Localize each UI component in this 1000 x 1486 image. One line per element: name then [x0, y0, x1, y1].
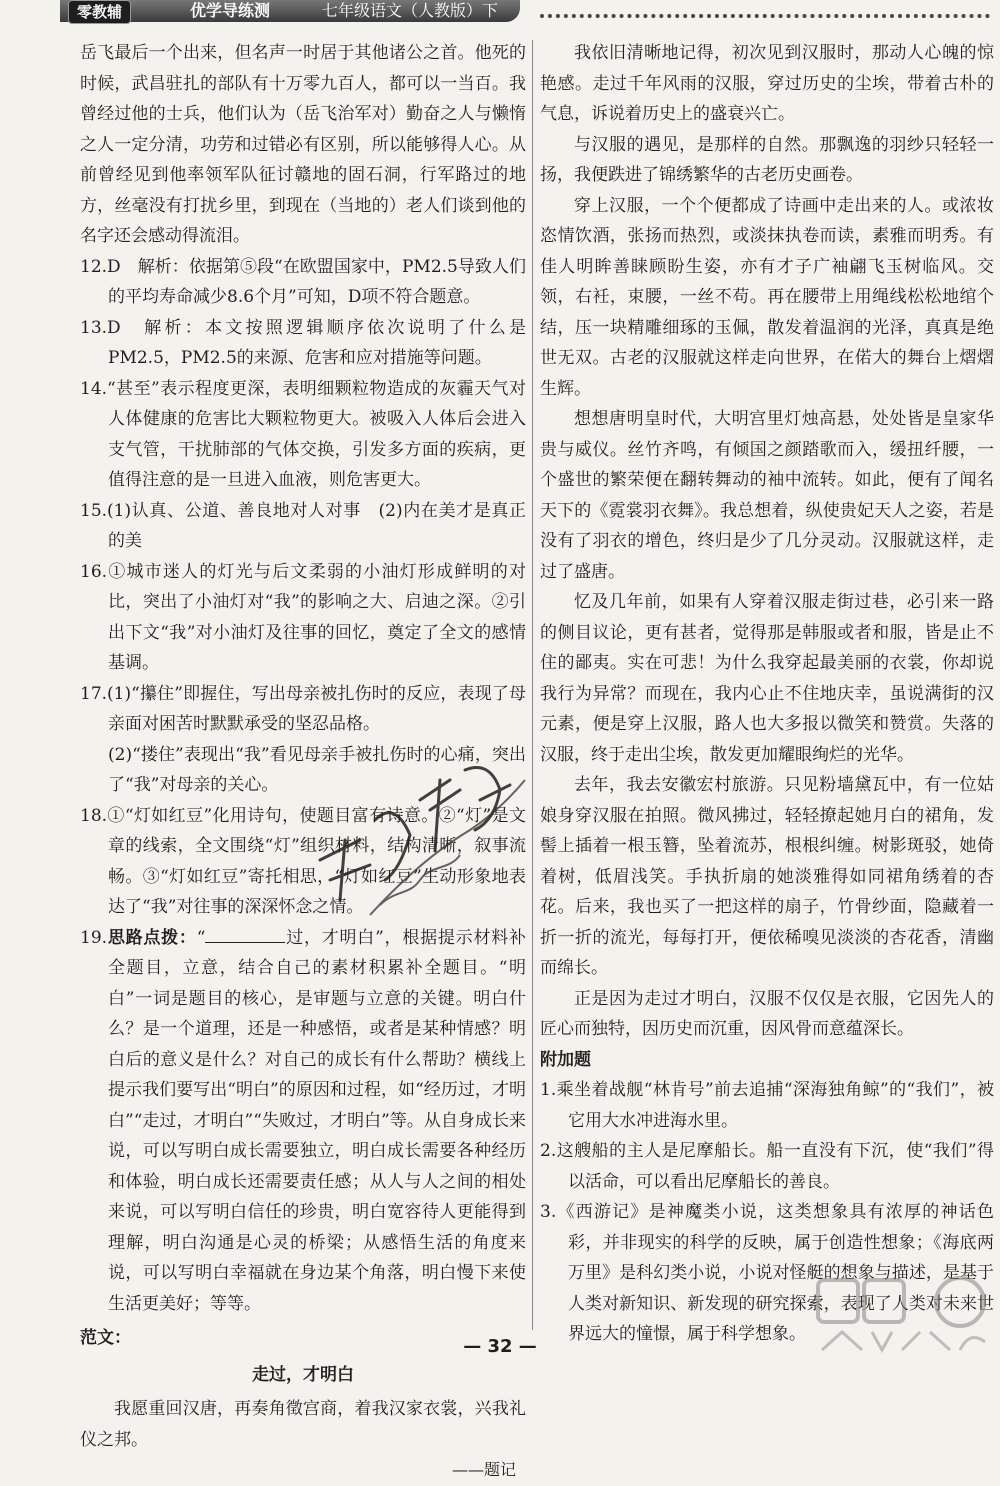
- model-essay-title: 走过，才明白: [252, 1364, 354, 1385]
- essay-paragraph-1: 我依旧清晰地记得，初次见到汉服时，那动人心魄的惊艳感。走过千年风雨的汉服，穿过历史的尘埃，带着古朴的气息，诉说着历史上的盛衰兴亡。: [540, 43, 994, 124]
- model-essay-label: 范文：: [80, 1328, 131, 1348]
- extra-answer-2: 2.这艘船的主人是尼摩船长。船一直没有下沉，使“我们”得以活命，可以看出尼摩船长的善良。: [540, 1141, 994, 1192]
- left-column: [80, 38, 526, 1486]
- book-subtitle: 七年级语文（人教版）下: [322, 1, 499, 20]
- answer-16: 16.①城市迷人的灯光与后文柔弱的小油灯形成鲜明的对比，突出了小油灯对“我”的影响之大、启迪之深。②引出下文“我”对小油灯及往事的回忆，奠定了全文的感情基调。: [80, 561, 526, 673]
- answer-19-quote-open: “: [196, 927, 206, 948]
- answer-13: 13.D 解析：本文按照逻辑顺序依次说明了什么是PM2.5，PM2.5的来源、危害和应对措施等问题。: [80, 317, 526, 368]
- answer-18: 18.①“灯如红豆”化用诗句，使题目富有诗意。②“灯”是文章的线索，全文围绕“灯”组织材料，结构清晰，叙事流畅。③“灯如红豆”寄托相思，“灯如红豆”生动形象地表达了“我”对往事的深深怀念之情。: [80, 805, 526, 917]
- essay-paragraph-2: 与汉服的遇见，是那样的自然。那飘逸的羽纱只轻轻一扬，我便跌进了锦绣繁华的古老历史画卷。: [540, 134, 994, 185]
- answer-14: 14.“甚至”表示程度更深，表明细颗粒物造成的灰霾天气对人体健康的危害比大颗粒物更大。被吸入人体后会进入支气管，干扰肺部的气体交换，引发多方面的疾病，更值得注意的是一旦进入血液，则危害更大。: [80, 378, 526, 490]
- book-title: 优学导练测: [190, 1, 271, 20]
- answer-19-number: 19.: [80, 927, 108, 948]
- essay-paragraph-5: 忆及几年前，如果有人穿着汉服走街过巷，必引来一路的侧目议论，更有甚者，觉得那是韩服或者和服，皆是止不住的鄙夷。实在可悲！为什么我穿起最美丽的衣裳，你却说我行为异常？而现在，我内心止不住地庆幸，虽说满街的汉元素，便是穿上汉服，路人也大多报以微笑和赞赏。失落的汉服，终于走出尘埃，散发更加耀眼绚烂的光华。: [540, 592, 994, 765]
- essay-paragraph-4: 想想唐明皇时代，大明宫里灯烛高悬，处处皆是皇家华贵与威仪。丝竹齐鸣，有倾国之颜踏歌而入，缓扭纤腰，一个盛世的繁荣便在翻转舞动的袖中流转。如此，便有了闻名天下的《霓裳羽衣舞》。我总想着，纵使贵妃天人之姿，若是没有了羽衣的增色，终归是少了几分灵动。汉服就这样，走过了盛唐。: [540, 409, 994, 582]
- page-header: [60, 0, 1000, 26]
- header-banner: [60, 0, 520, 22]
- answer-17-part2: (2)“搂住”表现出“我”看见母亲手被扎伤时的心痛，突出了“我”对母亲的关心。: [108, 744, 526, 795]
- extra-answer-3: 3.《西游记》是神魔类小说，这类想象具有浓厚的神话色彩，并非现实的科学的反映，属于创造性想象；《海底两万里》是科幻类小说，小说对怪艇的想象与描述，是基于人类对新知识、新发现的研究探索，表现了人类对未来世界远大的憧憬，属于科学想象。: [540, 1202, 994, 1344]
- essay-paragraph-3: 穿上汉服，一个个便都成了诗画中走出来的人。或浓妆恣情饮酒，张扬而热烈，或淡抹执卷而读，素雅而明秀。有佳人明眸善睐顾盼生姿，亦有才子广袖翩飞玉树临风。交领，右衽，束腰，一丝不苟。再在腰带上用绳线松松地绾个结，压一块精雕细琢的玉佩，散发着温润的光泽，真真是绝世无双。古老的汉服就这样走向世界，在偌大的舞台上熠熠生辉。: [540, 195, 994, 399]
- translation-paragraph: 岳飞最后一个出来，但名声一时居于其他诸公之首。他死的时候，武昌驻扎的部队有十万零九百人，都可以一当百。我曾经过他的士兵，他们认为（岳飞治军对）勤奋之人与懒惰之人一定分清，功劳和过错必有区别，所以能够得人心。从前曾经见到他率领军队征讨赣地的固石洞，行军路过的地方，丝毫没有打扰乡里，到现在（当地的）老人们谈到他的名字还会感动得流泪。: [80, 43, 526, 246]
- answer-19-label: 思路点拨：: [107, 927, 197, 948]
- essay-paragraph-7: 正是因为走过才明白，汉服不仅仅是衣服，它因先人的匠心而独特，因历史而沉重，因风骨而意蕴深长。: [540, 988, 994, 1039]
- answer-19-blank: [205, 924, 285, 943]
- answer-12: 12.D 解析：依据第⑤段“在欧盟国家中，PM2.5导致人们的平均寿命减少8.6个月”可知，D项不符合题意。: [80, 256, 526, 307]
- model-essay-epigraph: 我愿重回汉唐，再奏角徵宫商，着我汉家衣裳，兴我礼仪之邦。: [80, 1399, 526, 1450]
- page-number: — 32 —: [463, 1336, 537, 1357]
- answer-19-text: 过，才明白”，根据提示材料补全题目，立意，结合自己的素材积累补全题目。“明白”一词是题目的核心，是审题与立意的关键。明白什么？是一个道理，还是一种感悟，或者是某种情感？明白后的意义是什么？对自己的成长有什么帮助？横线上提示我们要写出“明白”的原因和过程，如“经历过，才明白”“走过，才明白”“失败过，才明白”等。从自身成长来说，可以写明白成长需要独立，明白成长需要各种经历和体验，明白成长还需要责任感；从人与人之间的相处来说，可以写明白信任的珍贵，明白宽容待人更能得到理解，明白沟通是心灵的桥梁；从感悟生活的角度来说，可以写明白幸福就在身边某个角落，明白慢下来使生活更美好；等等。: [108, 927, 526, 1314]
- answer-19: [80, 923, 526, 1320]
- answer-17-part1: 17.(1)“攥住”即握住，写出母亲被扎伤时的反应，表现了母亲面对困苦时默默承受的坚忍品格。: [80, 683, 526, 734]
- brand-logo: 零教辅: [68, 0, 131, 24]
- extra-answer-1: 1.乘坐着战舰“林肯号”前去追捕“深海独角鲸”的“我们”，被它用大水冲进海水里。: [540, 1080, 994, 1131]
- epigraph-signature: ——题记: [451, 1460, 516, 1479]
- header-dotted-rule: [540, 14, 990, 18]
- column-divider: [532, 40, 533, 1330]
- right-column: [540, 38, 994, 1350]
- essay-paragraph-6: 去年，我去安徽宏村旅游。只见粉墙黛瓦中，有一位姑娘身穿汉服在拍照。微风拂过，轻轻撩起她月白的裙角，发髻上插着一根玉簪，坠着流苏，根根纠缠。树影斑驳，她倚着树，低眉浅笑。手执折扇的她淡雅得如同裙角绣着的杏花。后来，我也买了一把这样的扇子，竹骨纱面，隐藏着一折一折的流光，每每打开，便依稀嗅见淡淡的杏花香，清幽而绵长。: [540, 775, 994, 978]
- extra-questions-label: 附加题: [540, 1049, 591, 1070]
- answer-15: 15.(1)认真、公道、善良地对人对事 (2)内在美才是真正的美: [80, 500, 526, 551]
